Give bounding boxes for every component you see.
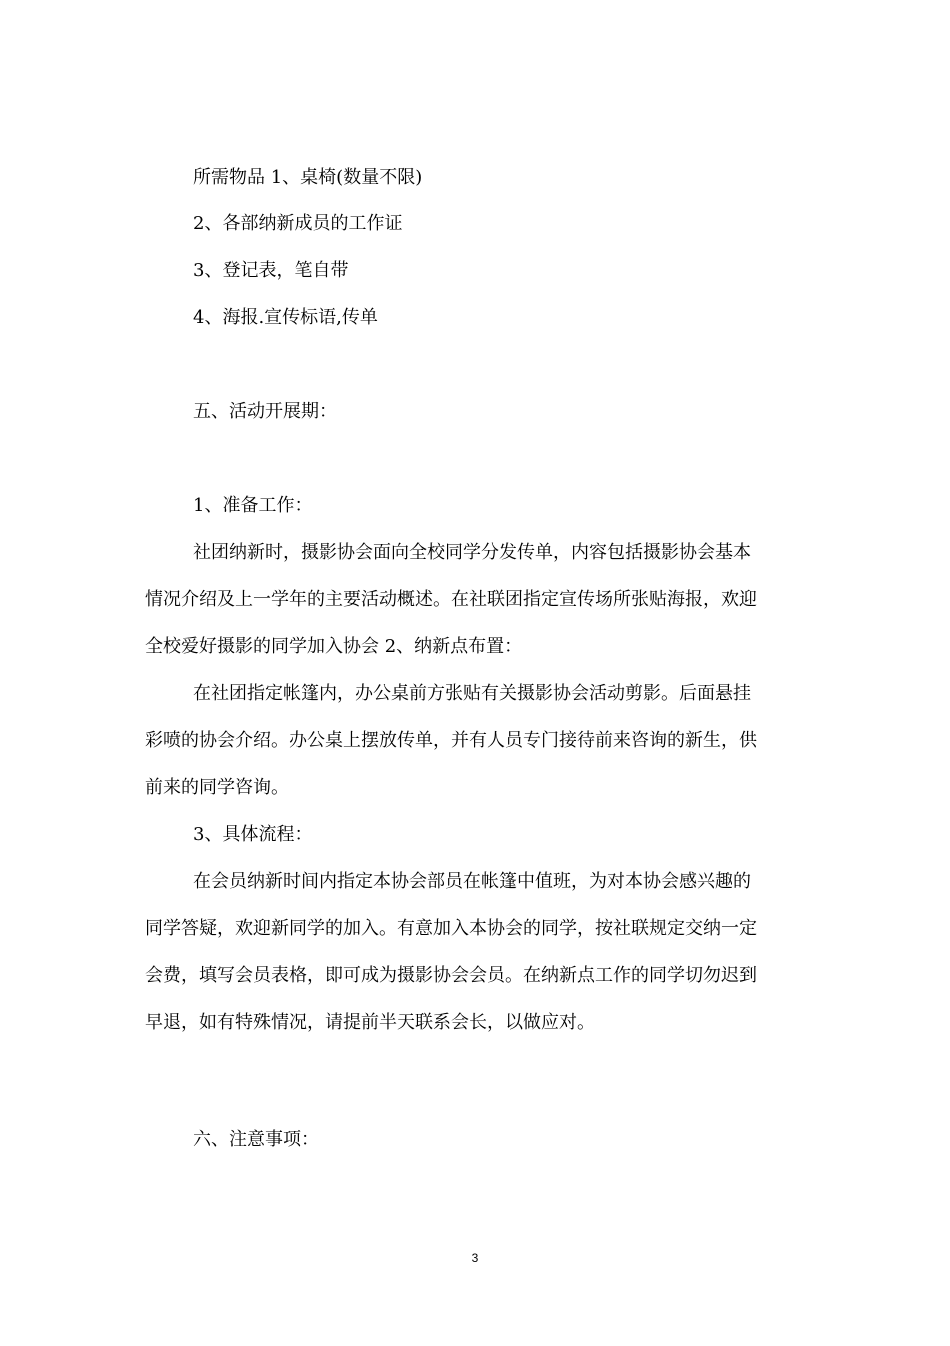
process-paragraph-line-3: 会费，填写会员表格，即可成为摄影协会会员。在纳新点工作的同学切勿迟到 bbox=[145, 965, 757, 986]
items-line-1: 所需物品 1、桌椅(数量不限) bbox=[193, 167, 423, 188]
items-line-3: 3、登记表，笔自带 bbox=[193, 260, 349, 281]
process-heading: 3、具体流程： bbox=[193, 824, 313, 845]
prep-paragraph-1-line-2: 情况介绍及上一学年的主要活动概述。在社联团指定宣传场所张贴海报，欢迎 bbox=[145, 589, 757, 610]
prep-paragraph-2-line-1: 在社团指定帐篷内，办公桌前方张贴有关摄影协会活动剪影。后面悬挂 bbox=[193, 683, 751, 704]
prep-paragraph-2-line-3: 前来的同学咨询。 bbox=[145, 777, 289, 798]
process-paragraph-line-1: 在会员纳新时间内指定本协会部员在帐篷中值班，为对本协会感兴趣的 bbox=[193, 871, 751, 892]
section-5-heading: 五、活动开展期： bbox=[193, 401, 337, 422]
prep-paragraph-2-line-2: 彩喷的协会介绍。办公桌上摆放传单，并有人员专门接待前来咨询的新生，供 bbox=[145, 730, 757, 751]
items-line-4: 4、海报.宣传标语,传单 bbox=[193, 307, 378, 328]
items-line-2: 2、各部纳新成员的工作证 bbox=[193, 213, 403, 234]
prep-paragraph-1-line-1: 社团纳新时，摄影协会面向全校同学分发传单，内容包括摄影协会基本 bbox=[193, 542, 751, 563]
prep-paragraph-1-line-3: 全校爱好摄影的同学加入协会 2、纳新点布置： bbox=[145, 636, 523, 657]
process-paragraph-line-2: 同学答疑，欢迎新同学的加入。有意加入本协会的同学，按社联规定交纳一定 bbox=[145, 918, 757, 939]
section-6-heading: 六、注意事项： bbox=[193, 1129, 319, 1150]
process-paragraph-line-4: 早退，如有特殊情况，请提前半天联系会长，以做应对。 bbox=[145, 1012, 595, 1033]
page-number: 3 bbox=[471, 1251, 479, 1265]
prep-heading: 1、准备工作： bbox=[193, 495, 313, 516]
